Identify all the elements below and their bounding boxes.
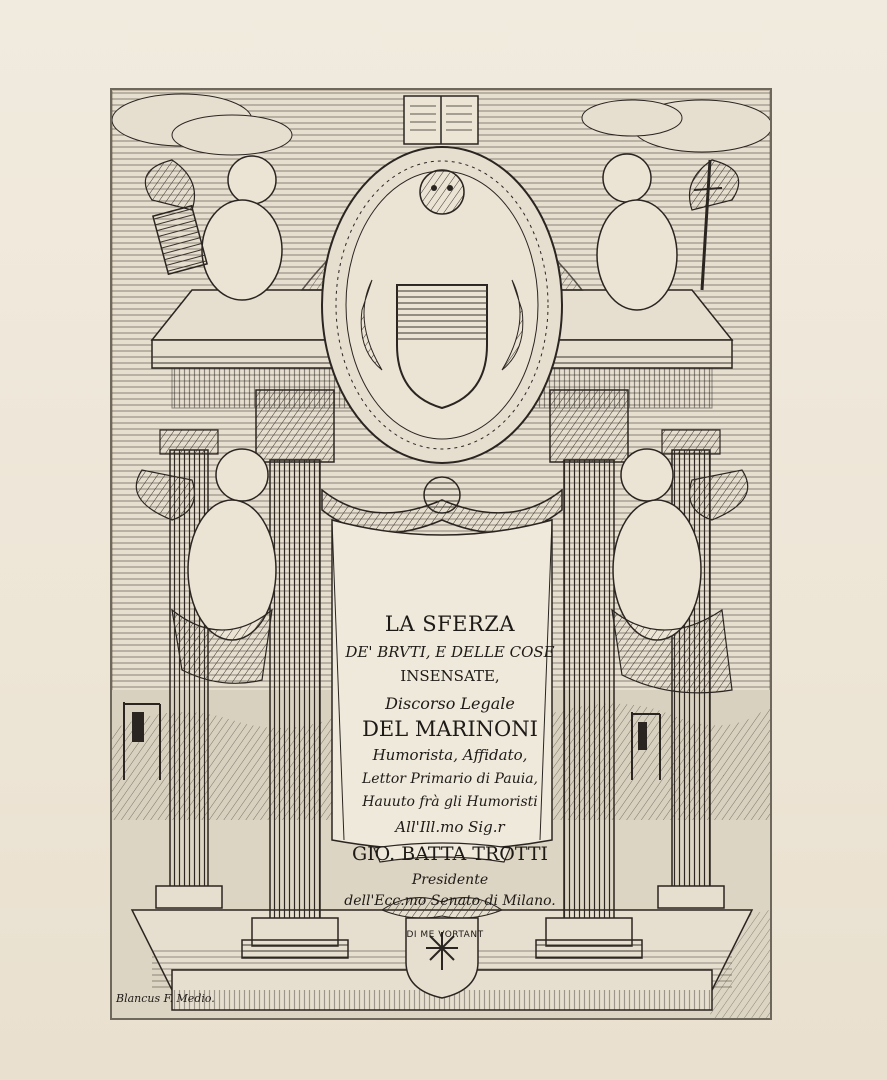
author-name: DEL MARINONI (362, 717, 538, 741)
dedication-line: All'Ill.mo Sig.r (395, 818, 505, 836)
hanging-figure-right (638, 722, 647, 750)
engraver-signature: Blancus F. Medio. (116, 992, 215, 1005)
hanging-figure-left (132, 712, 144, 742)
title-line-11: Presidente (411, 872, 489, 888)
title-line-6: Humorista, Affidato, (372, 746, 528, 764)
title-line-1: LA SFERZA (384, 612, 516, 636)
engraving-plate (110, 88, 772, 1020)
title-line-12: dell'Ecc.mo Senato di Milano. (344, 893, 556, 909)
motto-text: DI ME VORTANT (406, 930, 484, 940)
title-line-3: INSENSATE, (400, 667, 500, 685)
title-line-8: Hauuto frà gli Humoristi (362, 794, 538, 810)
title-line-2: DE' BRVTI, E DELLE COSE (345, 643, 555, 661)
title-line-7: Lettor Primario di Pauia, (362, 771, 538, 787)
dedicatee-name: GIO. BATTA TROTTI (351, 843, 549, 865)
lion-head-icon (420, 170, 464, 214)
title-line-4: Discorso Legale (385, 694, 515, 713)
